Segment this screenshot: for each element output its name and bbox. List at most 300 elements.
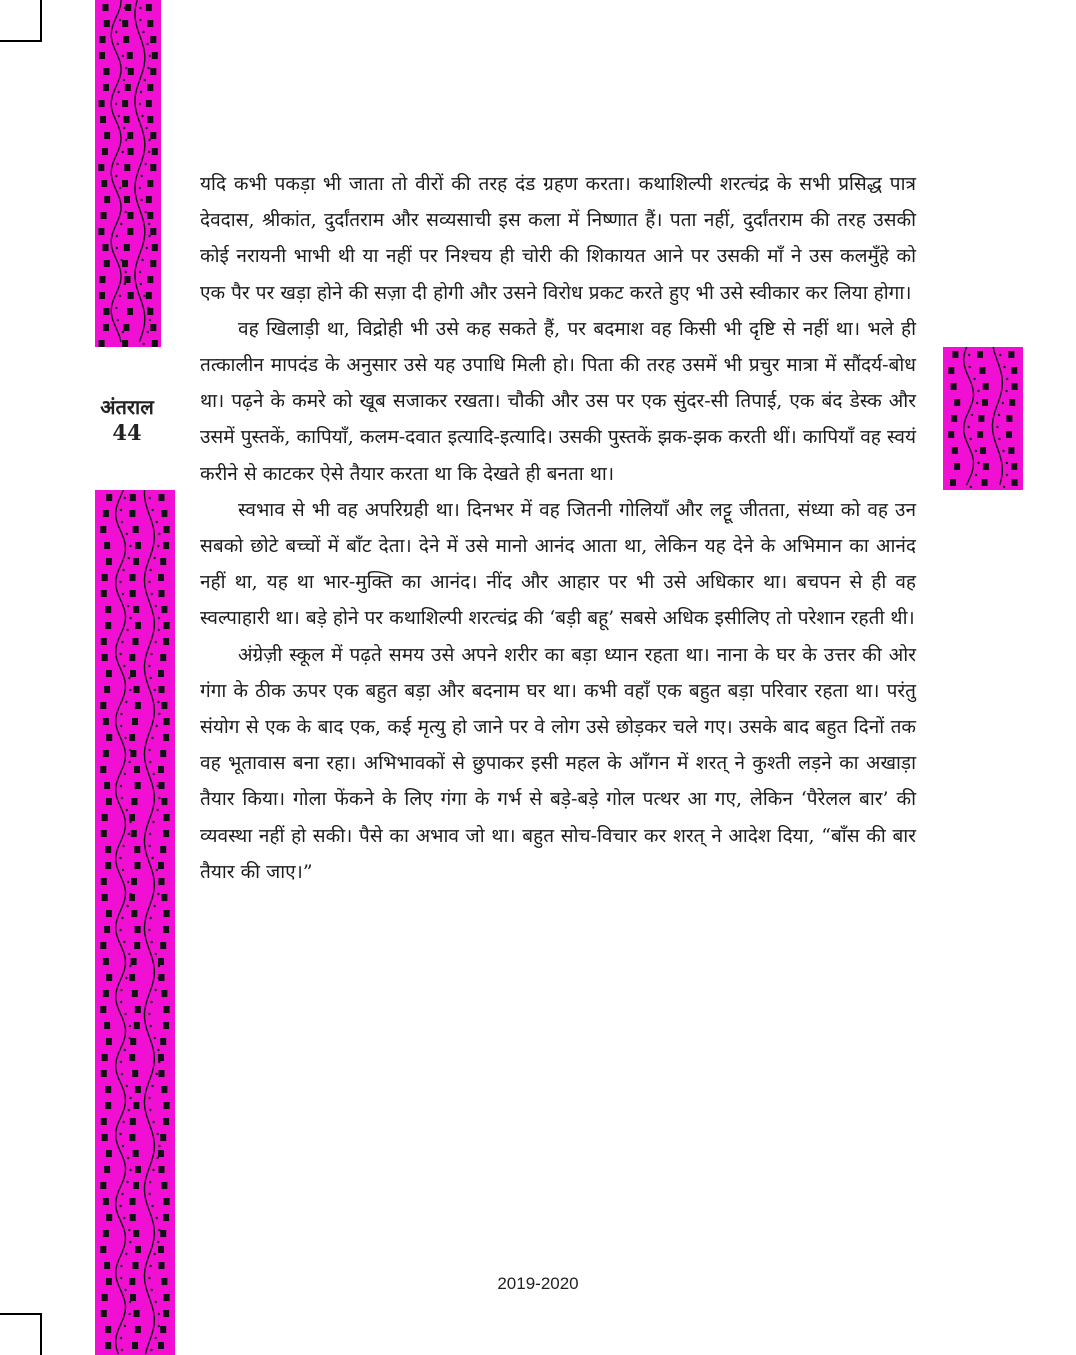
pattern-dot [153, 1121, 155, 1123]
pattern-block [99, 100, 105, 107]
pattern-dot [139, 271, 141, 273]
pattern-dot [120, 725, 122, 727]
pattern-block [102, 1054, 108, 1061]
pattern-dot [119, 581, 121, 583]
pattern-dot [121, 641, 123, 643]
pattern-block [950, 479, 956, 486]
pattern-dot [120, 509, 122, 511]
pattern-dot [150, 1349, 152, 1351]
pattern-block [130, 494, 136, 501]
pattern-dot [157, 1241, 159, 1243]
pattern-dot [118, 91, 120, 93]
pattern-dot [145, 163, 147, 165]
pattern-block [100, 276, 106, 283]
page-number: 44 [112, 420, 142, 445]
pattern-dot [117, 43, 119, 45]
pattern-line [135, 0, 145, 342]
pattern-dot [146, 43, 148, 45]
pattern-dot [120, 1265, 122, 1267]
pattern-block [160, 1326, 166, 1333]
pattern-dot [129, 1169, 131, 1171]
pattern-block [152, 52, 158, 59]
pattern-block [106, 798, 112, 805]
pattern-block [146, 4, 152, 11]
pattern-block [105, 846, 111, 853]
pattern-block [128, 148, 134, 155]
pattern-block [106, 494, 112, 501]
pattern-block [103, 244, 109, 251]
pattern-dot [149, 833, 151, 835]
pattern-block [102, 148, 108, 155]
pattern-block [131, 830, 137, 837]
pattern-dot [121, 1349, 123, 1351]
pattern-block [130, 1198, 136, 1205]
pattern-block [104, 20, 110, 27]
pattern-dot [124, 737, 126, 739]
pattern-dot [156, 809, 158, 811]
pattern-block [1008, 351, 1014, 358]
pattern-block [128, 212, 134, 219]
pattern-block [128, 68, 134, 75]
pattern-block [164, 622, 170, 629]
pattern-block [150, 324, 156, 331]
pattern-dot [140, 199, 142, 201]
pattern-dot [120, 989, 122, 991]
crop-mark-bottom-left-h [0, 1313, 42, 1315]
pattern-block [163, 638, 169, 645]
pattern-block [1012, 479, 1018, 486]
pattern-dot [123, 127, 125, 129]
pattern-block [1011, 463, 1017, 470]
pattern-dot [122, 845, 124, 847]
pattern-block [102, 1134, 108, 1141]
pattern-dot [120, 1061, 122, 1063]
pattern-block [125, 276, 131, 283]
pattern-block [134, 686, 140, 693]
pattern-block [980, 367, 986, 374]
pattern-dot [119, 857, 121, 859]
pattern-block [135, 702, 141, 709]
pattern-block [133, 1182, 139, 1189]
pattern-block [106, 734, 112, 741]
pattern-dot [157, 1049, 159, 1051]
pattern-block [158, 1342, 164, 1349]
pattern-dot [156, 1157, 158, 1159]
pattern-dot [151, 737, 153, 739]
pattern-block [160, 1230, 166, 1237]
pattern-block [133, 1102, 139, 1109]
pattern-dot [157, 1133, 159, 1135]
pattern-block [159, 1070, 165, 1077]
pattern-block [129, 1054, 135, 1061]
pattern-block [982, 479, 988, 486]
pattern-block [132, 798, 138, 805]
pattern-dot [142, 343, 144, 345]
pattern-dot [127, 1157, 129, 1159]
pattern-block [100, 766, 106, 773]
pattern-block [158, 958, 164, 965]
pattern-block [952, 351, 958, 358]
pattern-block [951, 415, 957, 422]
pattern-dot [125, 701, 127, 703]
pattern-dot [155, 1301, 157, 1303]
pattern-block [161, 1182, 167, 1189]
pattern-block [147, 180, 153, 187]
pattern-dot [119, 187, 121, 189]
pattern-dot [149, 55, 151, 57]
pattern-block [104, 1262, 110, 1269]
pattern-block [135, 622, 141, 629]
pattern-block [129, 654, 135, 661]
pattern-block [104, 68, 110, 75]
pattern-block [106, 1150, 112, 1157]
pattern-block [131, 878, 137, 885]
pattern-dot [129, 1025, 131, 1027]
pattern-block [163, 926, 169, 933]
pattern-dot [151, 857, 153, 859]
pattern-block [103, 1230, 109, 1237]
pattern-block [100, 36, 106, 43]
pattern-dot [973, 378, 975, 380]
pattern-block [160, 846, 166, 853]
pattern-block [104, 686, 110, 693]
pattern-block [105, 606, 111, 613]
pattern-dot [969, 438, 971, 440]
pattern-block [164, 526, 170, 533]
pattern-dot [125, 1253, 127, 1255]
pattern-dot [148, 1013, 150, 1015]
footer-year: 2019-2020 [497, 1274, 579, 1293]
pattern-block [102, 894, 108, 901]
pattern-dot [153, 557, 155, 559]
pattern-block [135, 542, 141, 549]
pattern-block [130, 1118, 136, 1125]
pattern-block [132, 990, 138, 997]
pattern-dot [996, 426, 998, 428]
pattern-block [128, 292, 134, 299]
pattern-block [124, 196, 130, 203]
pattern-block [160, 654, 166, 661]
crop-mark-top-left-h [0, 40, 42, 42]
pattern-dot [158, 965, 160, 967]
pattern-block [163, 830, 169, 837]
pattern-block [101, 830, 107, 837]
pattern-dot [139, 187, 141, 189]
pattern-block [127, 132, 133, 139]
pattern-dot [124, 283, 126, 285]
pattern-block [122, 180, 128, 187]
pattern-dot [121, 1073, 123, 1075]
pattern-block [147, 116, 153, 123]
pattern-dot [121, 917, 123, 919]
pattern-dot [975, 450, 977, 452]
pattern-block [101, 212, 107, 219]
pattern-block [133, 606, 139, 613]
pattern-block [134, 1022, 140, 1029]
pattern-block [147, 212, 153, 219]
pattern-block [161, 990, 167, 997]
pattern-block [122, 340, 128, 347]
pattern-block [150, 68, 156, 75]
pattern-block [105, 622, 111, 629]
pattern-dot [149, 319, 151, 321]
pattern-block [100, 702, 106, 709]
pattern-dot [128, 833, 130, 835]
pattern-block [99, 340, 105, 347]
pattern-dot [149, 1193, 151, 1195]
pattern-block [160, 1134, 166, 1141]
pattern-block [158, 766, 164, 773]
pattern-dot [151, 1085, 153, 1087]
pattern-block [104, 260, 110, 267]
pattern-block [164, 1102, 170, 1109]
pattern-block [130, 750, 136, 757]
pattern-block [135, 1326, 141, 1333]
pattern-block [954, 463, 960, 470]
pattern-dot [155, 1337, 157, 1339]
pattern-block [130, 1214, 136, 1221]
pattern-block [164, 814, 170, 821]
pattern-dot [124, 497, 126, 499]
pattern-dot [1002, 450, 1004, 452]
pattern-dot [158, 1061, 160, 1063]
pattern-dot [151, 941, 153, 943]
pattern-block [161, 1086, 167, 1093]
pattern-dot [123, 1217, 125, 1219]
pattern-block [160, 558, 166, 565]
pattern-block [99, 52, 105, 59]
pattern-block [134, 766, 140, 773]
pattern-block [106, 1038, 112, 1045]
pattern-block [133, 558, 139, 565]
pattern-dot [150, 1025, 152, 1027]
pattern-block [164, 1294, 170, 1301]
pattern-block [147, 308, 153, 315]
pattern-block [101, 590, 107, 597]
pattern-block [158, 670, 164, 677]
pattern-block [129, 894, 135, 901]
pattern-dot [141, 259, 143, 261]
pattern-block [951, 383, 957, 390]
pattern-dot [976, 402, 978, 404]
pattern-block [124, 116, 130, 123]
pattern-dot [998, 414, 1000, 416]
paragraph: स्वभाव से भी वह अपरिग्रही था। दिनभर में वह जितनी गोलियाँ और लट्टू जीतता, संध्या को वह उन सबको छोटे बच्चों में बाँट देता। देने में उसे मानो आनंद आता था, लेकिन यह देने के अभिमान का आनंद नहीं था, यह था भार-मुक्ति का आनंद। नींद और आहार पर भी उसे अधिकार था। बचपन से ही वह स्वल्पाहारी था। बड़े होने पर कथाशिल्पी शरत्चंद्र की ‘बड़ी बहू’ सबसे अधिक इसीलिए तो परेशान रहती थी। [200, 498, 916, 630]
pattern-dot [129, 617, 131, 619]
pattern-dot [139, 103, 141, 105]
pattern-dot [155, 641, 157, 643]
crop-mark-bottom-left-v [40, 1313, 42, 1355]
decorative-band-bottom-left [95, 490, 175, 1355]
pattern-dot [141, 175, 143, 177]
pattern-block [130, 670, 136, 677]
pattern-dot [150, 917, 152, 919]
pattern-dot [122, 331, 124, 333]
pattern-block [978, 415, 984, 422]
pattern-block [135, 1166, 141, 1173]
pattern-dot [999, 354, 1001, 356]
pattern-block [123, 324, 129, 331]
pattern-block [164, 910, 170, 917]
pattern-block [158, 862, 164, 869]
pattern-block [159, 494, 165, 501]
pattern-dot [120, 653, 122, 655]
pattern-block [160, 750, 166, 757]
pattern-block [127, 228, 133, 235]
pattern-block [161, 606, 167, 613]
pattern-block [101, 638, 107, 645]
pattern-dot [977, 462, 979, 464]
pattern-dot [123, 941, 125, 943]
pattern-dot [124, 1013, 126, 1015]
pattern-block [102, 814, 108, 821]
pattern-dot [155, 953, 157, 955]
pattern-block [103, 750, 109, 757]
pattern-dot [157, 701, 159, 703]
pattern-dot [125, 977, 127, 979]
pattern-block [129, 1134, 135, 1141]
pattern-dot [119, 1133, 121, 1135]
pattern-dot [152, 821, 154, 823]
pattern-block [130, 574, 136, 581]
pattern-block [101, 1310, 107, 1317]
pattern-dot [158, 1325, 160, 1327]
pattern-dot [968, 426, 970, 428]
pattern-dot [116, 163, 118, 165]
pattern-dot [153, 773, 155, 775]
pattern-dot [122, 1121, 124, 1123]
pattern-block [106, 558, 112, 565]
pattern-block [101, 180, 107, 187]
pattern-dot [971, 414, 973, 416]
pattern-line [992, 347, 1002, 485]
pattern-block [159, 1166, 165, 1173]
pattern-dot [126, 629, 128, 631]
pattern-dot [122, 1145, 124, 1147]
pattern-block [124, 164, 130, 171]
pattern-dot [121, 797, 123, 799]
pattern-dot [148, 151, 150, 153]
pattern-dot [122, 569, 124, 571]
pattern-dot [144, 79, 146, 81]
pattern-dot [158, 713, 160, 715]
pattern-block [163, 1310, 169, 1317]
pattern-block [129, 814, 135, 821]
pattern-dot [150, 1001, 152, 1003]
pattern-block [159, 782, 165, 789]
pattern-dot [142, 31, 144, 33]
band-pattern [95, 490, 175, 1355]
pattern-block [104, 308, 110, 315]
decorative-band-right [943, 347, 1023, 490]
pattern-dot [120, 713, 122, 715]
pattern-dot [148, 749, 150, 751]
pattern-block [150, 36, 156, 43]
pattern-dot [124, 1049, 126, 1051]
pattern-block [105, 1342, 111, 1349]
pattern-block [163, 734, 169, 741]
pattern-dot [148, 235, 150, 237]
pattern-dot [155, 605, 157, 607]
pattern-block [160, 942, 166, 949]
pattern-dot [118, 115, 120, 117]
pattern-block [164, 1198, 170, 1205]
pattern-block [127, 52, 133, 59]
pattern-block [104, 132, 110, 139]
pattern-dot [129, 1097, 131, 1099]
pattern-block [133, 638, 139, 645]
pattern-dot [1006, 474, 1008, 476]
pattern-block [163, 1214, 169, 1221]
pattern-dot [139, 7, 141, 9]
pattern-block [130, 1294, 136, 1301]
pattern-block [152, 148, 158, 155]
pattern-block [105, 1086, 111, 1093]
pattern-block [150, 132, 156, 139]
pattern-block [103, 718, 109, 725]
pattern-dot [126, 533, 128, 535]
pattern-block [164, 1006, 170, 1013]
pattern-block [163, 542, 169, 549]
pattern-dot [116, 247, 118, 249]
pattern-dot [124, 1325, 126, 1327]
pattern-block [130, 590, 136, 597]
pattern-block [103, 84, 109, 91]
pattern-block [125, 84, 131, 91]
pattern-dot [126, 905, 128, 907]
pattern-block [122, 260, 128, 267]
pattern-dot [126, 809, 128, 811]
pattern-dot [129, 1313, 131, 1315]
pattern-dot [117, 319, 119, 321]
pattern-block [133, 1262, 139, 1269]
pattern-dot [129, 1301, 131, 1303]
pattern-block [103, 1198, 109, 1205]
section-title: अंतराल [100, 395, 154, 419]
pattern-block [132, 1070, 138, 1077]
pattern-block [100, 942, 106, 949]
pattern-dot [120, 929, 122, 931]
pattern-block [106, 670, 112, 677]
pattern-dot [128, 1229, 130, 1231]
band-pattern [95, 0, 161, 347]
pattern-block [98, 164, 104, 171]
pattern-dot [975, 474, 977, 476]
pattern-block [100, 1246, 106, 1253]
pattern-block [125, 4, 131, 11]
pattern-block [132, 718, 138, 725]
band-pattern [943, 347, 1023, 490]
pattern-dot [977, 390, 979, 392]
pattern-dot [149, 1109, 151, 1111]
pattern-dot [149, 1181, 151, 1183]
pattern-block [983, 463, 989, 470]
pattern-block [122, 20, 128, 27]
pattern-dot [129, 761, 131, 763]
pattern-dot [1006, 378, 1008, 380]
pattern-block [132, 1342, 138, 1349]
pattern-dot [1006, 462, 1008, 464]
pattern-dot [129, 821, 131, 823]
pattern-block [159, 686, 165, 693]
pattern-block [159, 974, 165, 981]
pattern-dot [151, 593, 153, 595]
crop-mark-top-left-v [40, 0, 42, 42]
pattern-block [147, 20, 153, 27]
pattern-dot [145, 127, 147, 129]
pattern-block [104, 782, 110, 789]
pattern-dot [128, 1109, 130, 1111]
